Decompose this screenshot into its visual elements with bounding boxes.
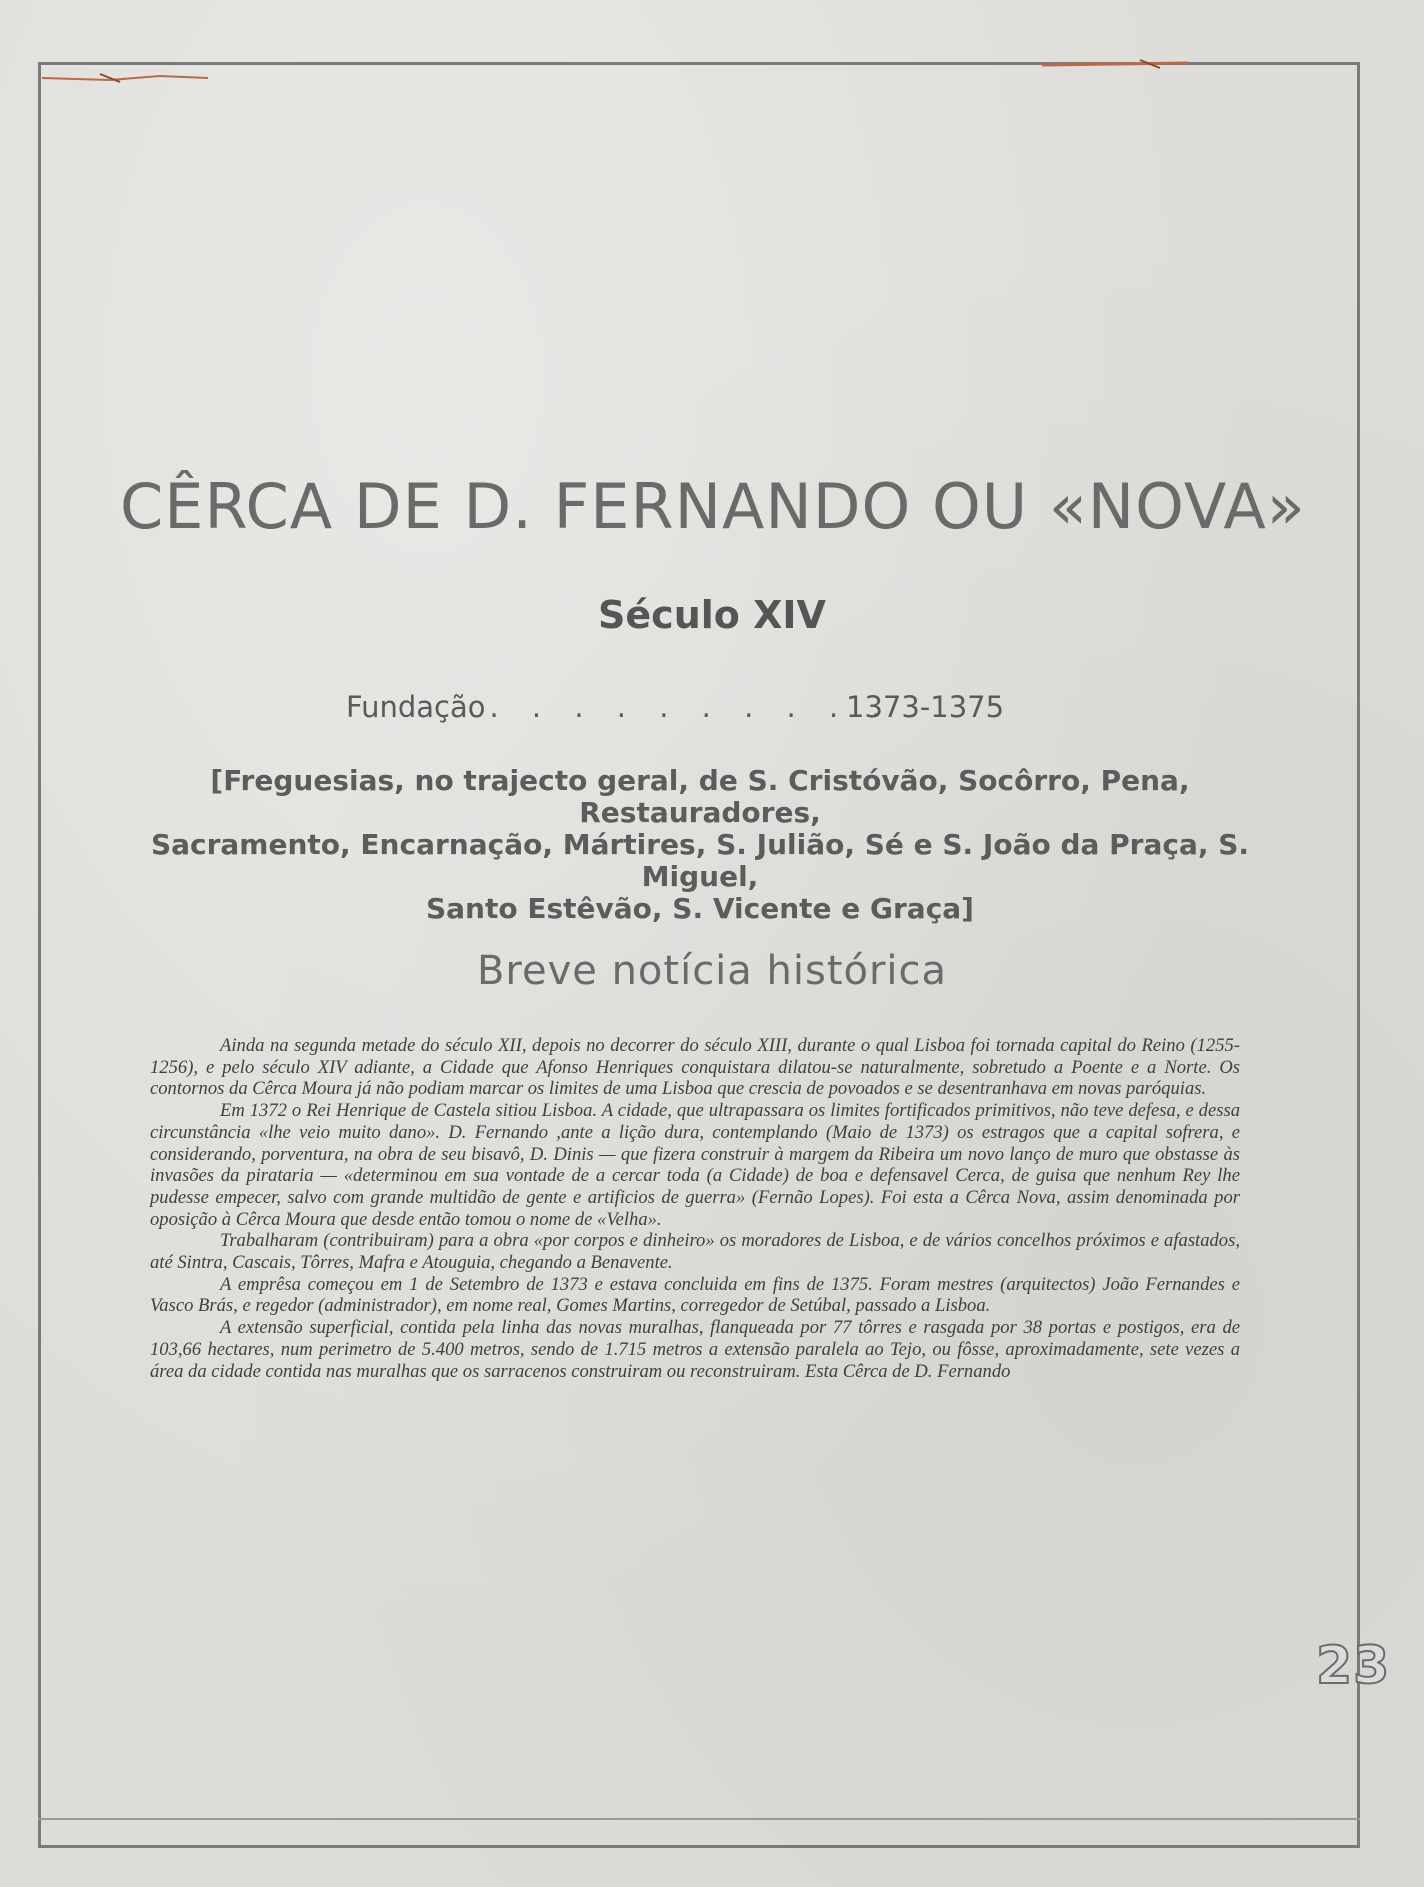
section-subtitle: Breve notícia histórica (476, 948, 948, 994)
historical-text (150, 1035, 1240, 1382)
paragraph: Trabalharam (contribuiram) para a obra «por corpos e dinheiro» os moradores de Lisboa, e de vários concelhos próximos e afastados, até Sintra, Cascais, Tôrres, Mafra e Atouguia, chegando a Benavente. (150, 1230, 1240, 1274)
bottom-rule (38, 1818, 1360, 1820)
parishes-line: Santo Estêvão, S. Vicente e Graça] (426, 892, 974, 925)
parishes-line: Sacramento, Encarnação, Mártires, S. Julião, Sé e S. João da Praça, S. Miguel, (150, 828, 1250, 893)
staple-mark-right (1040, 58, 1190, 70)
page-number: 23 (1316, 1636, 1391, 1696)
parishes-line: [Freguesias, no trajecto geral, de S. Cristóvão, Socôrro, Pena, Restauradores, (210, 764, 1190, 829)
leader-dots: . . . . . . . . . . (489, 690, 893, 724)
paragraph: Ainda na segunda metade do século XII, depois no decorrer do século XIII, durante o qual Lisboa foi tornada capital do Reino (1255-1256), e pelo século XIV adiante, a Cidade que Afonso Henriques conquistara dilatou-se naturalmente, sobretudo a Poente e a Norte. Os contornos da Cêrca Moura já não podiam marcar os limites de uma Lisboa que crescia de povoados e se desentranhava em novas paróquias. (150, 1035, 1240, 1100)
parishes-list (150, 765, 1250, 925)
paragraph: A emprêsa começou em 1 de Setembro de 1373 e estava concluida em fins de 1375. Foram mestres (arquitectos) João Fernandes e Vasco Brás, e regedor (administrador), em nome real, Gomes Martins, corregedor de Setúbal, passado a Lisboa. (150, 1273, 1240, 1317)
century-heading: Século XIV (598, 593, 826, 637)
foundation-years: 1373-1375 (846, 690, 1005, 724)
paragraph: Em 1372 o Rei Henrique de Castela sitiou Lisboa. A cidade, que ultrapassara os limites fortificados primitivos, não teve defesa, e dessa circunstância «lhe veio muito dano». D. Fernando ,ante a lição dura, contemplando (Maio de 1373) os estragos que a capital sofrera, e considerando, porventura, na obra de seu bisavô, D. Dinis — que fizera construir à margem da Ribeira um novo lanço de muro que obstasse às invasões da pirataria — «determinou em sua vontade de a cercar toda (a Cidade) de boa e defensavel Cerca, de guisa que nenhum Rey lhe pudesse empecer, salvo com grande multidão de gente e artificios de guerra» (Fernão Lopes). Foi esta a Cêrca Nova, assim denominada por oposição à Cêrca Moura que desde então tomou o nome de «Velha». (150, 1100, 1240, 1230)
foundation-line (346, 690, 1046, 724)
page-title: CÊRCA DE D. FERNANDO OU «NOVA» (120, 470, 1306, 543)
foundation-label: Fundação (346, 690, 486, 724)
paragraph: A extensão superficial, contida pela linha das novas muralhas, flanqueada por 77 tôrres e rasgada por 38 portas e postigos, era de 103,66 hectares, num perimetro de 5.400 metros, sendo de 1.715 metros a extensão paralela ao Tejo, ou fôsse, aproximadamente, sete vezes a área da cidade contida nas muralhas que os sarracenos construiram ou reconstruiram. Esta Cêrca de D. Fernando (150, 1317, 1240, 1382)
staple-mark-left (40, 72, 210, 84)
